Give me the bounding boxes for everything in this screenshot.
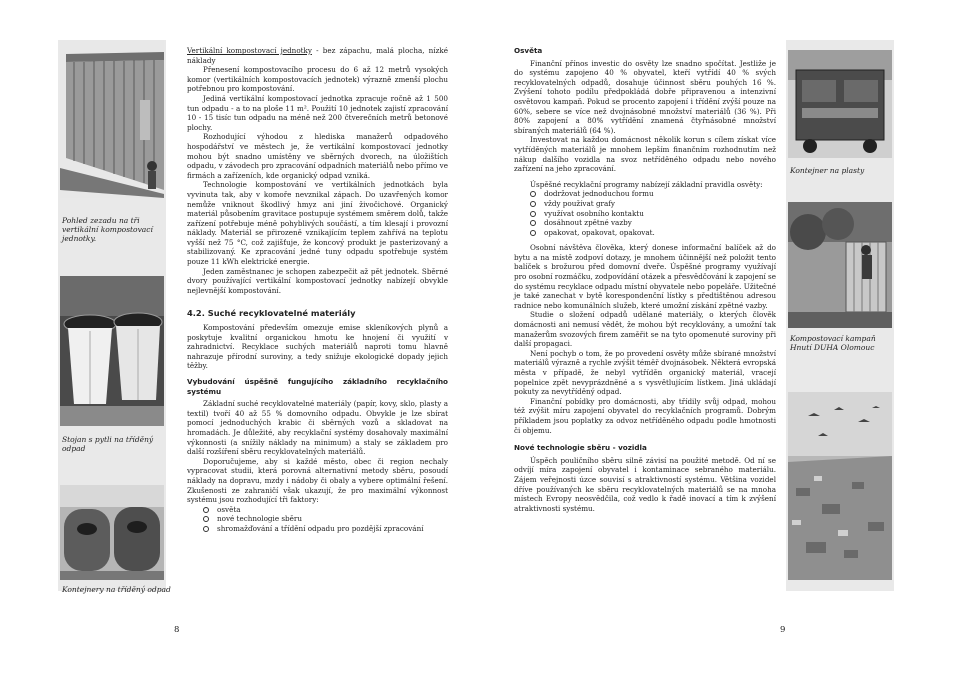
rules-list [514,189,776,237]
caption-compost-units: Pohled zezadu na tři vertikální kompostovací jednotky. [62,216,153,243]
subheading: Vybudování úspěšně fungujícího základního recyklačního systému [187,377,448,396]
paragraph: Není pochyb o tom, že po provedení osvěty může sbírané množství materiálů výrazně a rychle zvýšit téměř dvojnásobek. Některá evropská města v případě, že nebyl vytříděn organický materiál, vracejí popelnice zpět nevyprázdněné a s vysvětlujícím lístkem. Jiná ukládají pokuty za nevytříděný odpad. [514,348,776,397]
caption-bins: Kontejnery na tříděný odpad [62,585,171,594]
compost-campaign-image [788,202,892,328]
right-page [480,0,960,679]
paragraph: Technologie kompostování ve vertikálních jednotkách byla vyvinuta tak, aby v komoře nevznikal zápach. Do uzavřených komor nemůže vniknout škodlivý hmyz ani jiní živočichové. Organický materiál působením gravitace postupuje systémem směrem dolů, takže zařízení potřebuje méně pohyblivých součástí, a tím klesají i provozní náklady. Materiál se přirozeně vznikajícím teplem zahřívá na teplotu vyšší než 75 °C, což zajišťuje, že koncový produkt je pasterizovaný a stabilizovaný. Ke zpracování jedné tuny odpadu spotřebuje systém pouze 11 kWh elektrické energie. [187,180,448,267]
bullet-icon [530,201,536,207]
left-text-column [187,46,448,534]
paragraph: Finanční přínos investic do osvěty lze snadno spočítat. Jestliže je do systému zapojeno 40 % obyvatel, kteří vytřídí 40 % svých recyklovatelných odpadů, dosahuje účinnost sběru pouhých 16 %. Zvýšení tohoto podílu předpokládá dobře připravenou a intenzivní osvětovou kampaň. Pokud se procento zapojení i třídění zvýší pouze na 60%, sebere se více než dvojnásobné množství materiálů (36 %). Při 80% zapojení a 80% vytřídění znamená čtyřnásobné množství sbíraných materiálů (64 %). [514,58,776,135]
paragraph: Kompostování především omezuje emise skleníkových plynů a poskytuje kvalitní organickou hmotu ke hnojení či využití v zahradnictví. Recyklace suchých materiálů naproti tomu hlavně nahrazuje přírodní suroviny, a tedy snižuje ekologické dopady jejich těžby. [187,323,448,371]
bag-stand-image [60,276,164,426]
caption-plastic-container: Kontejner na plasty [790,166,865,175]
paragraph: Jeden zaměstnanec je schopen zabezpečit až pět jednotek. Sběrné dvory používající vertikální kompostovací jednotky nabízejí obvykle nejlevnější kompostování. [187,266,448,295]
paragraph: Doporučujeme, aby si každé město, obec či region nechaly vypracovat studii, která porovná alternativní metody sběru, posoudí náklady na dopravu, mzdy i nádoby či obaly a vybere optimální řešení. Zkušenosti ze zahraničí však ukazují, že pro maximální výkonnost systému jsou rozhodující tři faktory: [187,456,448,505]
paragraph: Přenesení kompostovacího procesu do 6 až 12 metrů vysokých komor (vertikálních kompostovacích jednotek) výrazně zmenší plochu potřebnou pro kompostování. [187,65,448,94]
paragraph: Finanční pobídky pro domácnosti, aby třídily svůj odpad, mohou též zvýšit míru zapojení obyvatel do recyklačních programů. Dobrým příkladem jsou poplatky za odvoz netříděného odpadu podle hmotnosti či objemu. [514,396,776,435]
landfill-image [788,392,892,580]
list-item: dodržovat jednoduchou formu [544,189,776,199]
list-item: nové technologie sběru [217,514,448,524]
factor-list [187,505,448,534]
intro-rest: - bez zápachu, malá plocha, nízké náklady [187,46,449,65]
list-item: využívat osobního kontaktu [544,209,776,219]
bullet-icon [203,507,209,513]
plastic-container-photo [788,50,892,158]
paragraph: Jediná vertikální kompostovací jednotka zpracuje ročně až 1 500 tun odpadu - a to na ploše 11 m². Použití 10 jednotek zajistí zpracování 10 - 15 tisíc tun odpadu na méně než 200 čtverečních metrů betonové plochy. [187,93,448,132]
right-text-column [514,46,776,513]
compost-units-photo [60,40,164,198]
bullet-icon [530,211,536,217]
list-item: vždy používat grafy [544,199,776,209]
paragraph: Úspěch pouličního sběru silně závisí na použité metodě. Od ní se odvíjí míra zapojení obyvatel i kontaminace sebraného materiálu. Zájem veřejnosti úzce souvisí s atraktivností systému. Většina vozidel dříve používaných ke sběru recyklovatelných materiálů se na mnoha místech Evropy neosvědčila, což vedlo k řadě inovací a tím k zvýšení atraktivnosti systému. [514,455,776,513]
bullet-icon [203,526,209,532]
paragraph: Osobní návštěva člověka, který donese informační balíček až do bytu a na místě zodpoví dotazy, je mnohem účinnější než položit tento balíček s brožurou před domovní dveře. Úspěšné programy využívají pro osobní rozmáčku, zodpovídání otázek a přesvědčování k zapojení se do systému recyklace odpadu místní obyvatele nebo popeláře. Užitečné je také zanechat v bytě korespondenční lístky s předtištěnou adresou radnice nebo komunálních služeb, které umožní získání zpětné vazby. [514,243,776,310]
bullet-icon [203,516,209,522]
intro-lead: Vertikální kompostovací jednotky [187,46,312,55]
section-heading: 4.2. Suché recyklovatelné materiály [187,308,356,319]
heading-osveta: Osvěta [514,46,543,55]
bins-image [60,485,164,580]
list-item: dosáhnout zpětné vazby [544,218,776,228]
compost-units-image [60,40,164,198]
bullet-icon [530,230,536,236]
paragraph: Studie o složení odpadů udělané materiály, o kterých člověk domácnosti ani nemusí vědět, že mohou být recyklovány, a umožní tak manažerům svozových firem zaměřit se na tyto opomenuté suroviny při další propagaci. [514,310,776,349]
intro-line [187,46,448,65]
bullet-icon [530,191,536,197]
bag-stand-photo [60,276,164,426]
paragraph: Úspěšné recyklační programy nabízejí základní pravidla osvěty: [530,179,763,189]
page-number: 9 [780,625,786,635]
compost-campaign-photo [788,202,892,328]
paragraph: Rozhodující výhodou z hlediska manažerů odpadového hospodářství ve městech je, že vertikální kompostovací jednotky mohou být snadno umístěny ve sběrných dvorech, na úložištích odpadu, v závodech pro zpracování odpadních materiálů nebo přímo ve firmách a zařízeních, kde organický odpad vzniká. [187,132,448,180]
paragraph: Investovat na každou domácnost několik korun s cílem získat více vytříděných materiálů je mnohem lepším finančním rozhodnutím než nákup dalšího vozidla na svoz netříděného odpadu nebo nového zařízení na jeho zpracování. [514,135,776,174]
caption-compost-campaign: Kompostovací kampaň Hnutí DUHA Olomouc [790,334,876,352]
list-item: opakovat, opakovat, opakovat. [544,228,776,238]
paragraph: Základní suché recyklovatelné materiály (papír, kovy, sklo, plasty a textil) tvoří 40 až 55 % domovního odpadu. Obvykle je lze sbírat pomocí jednoduchých krabic či sběrných vozů a skladovat na hromadách. Je důležité, aby recyklační systémy dosahovaly maximální výkonnosti (a snížily náklady na minimum) a staly se základem pro další rozšíření sběru recyklovatelných materiálů. [187,399,448,457]
list-item: osvěta [217,505,448,515]
list-item: shromažďování a třídění odpadu pro pozdější zpracování [217,524,448,534]
plastic-container-image [788,50,892,158]
landfill-photo [788,392,892,580]
bins-photo [60,485,164,580]
caption-bag-stand: Stojan s pytli na tříděný odpad [62,435,154,453]
heading-tech: Nové technologie sběru - vozidla [514,443,647,453]
bullet-icon [530,220,536,226]
page-number: 8 [174,625,180,635]
